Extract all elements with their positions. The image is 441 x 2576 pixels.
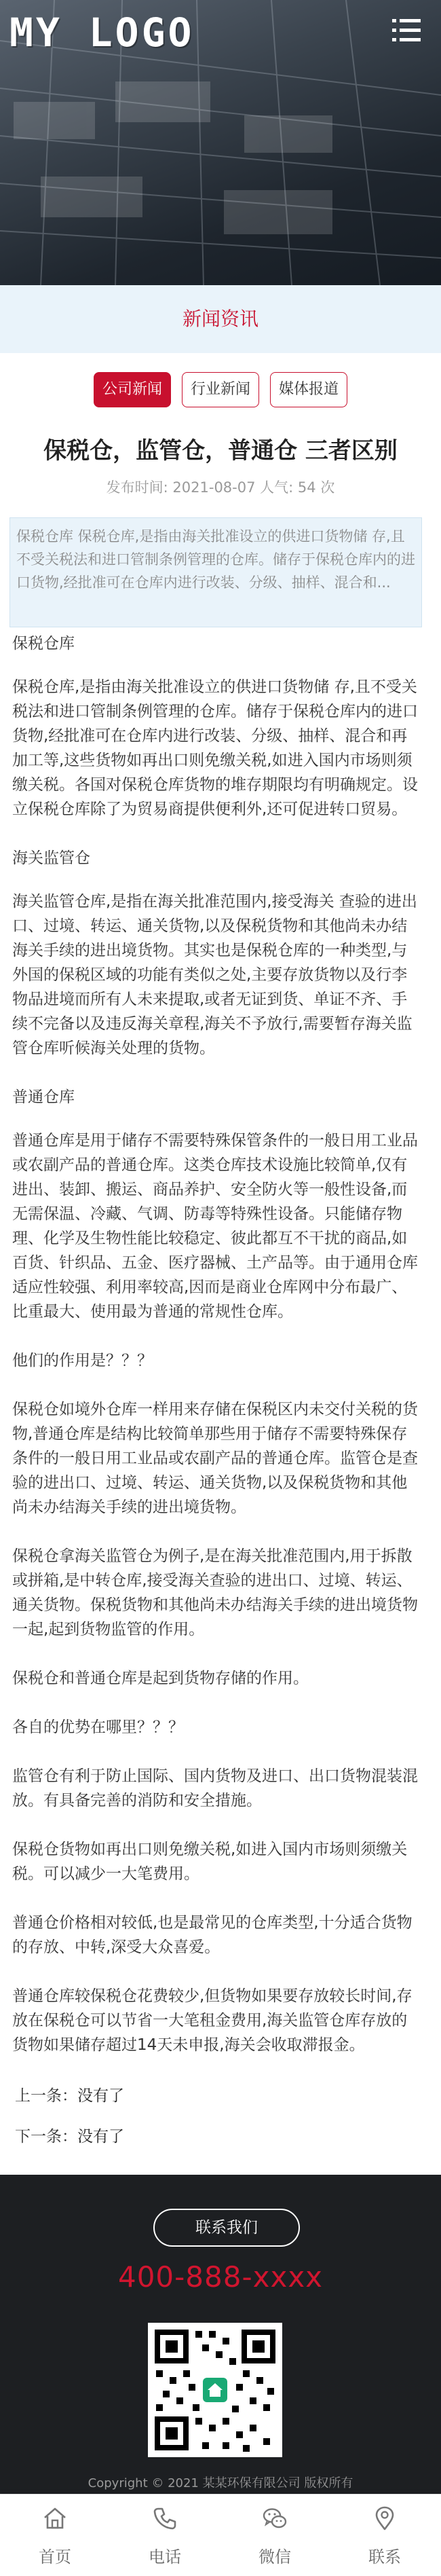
nav-contact-label: 联系	[368, 2547, 401, 2566]
paragraph: 海关监管仓	[12, 849, 90, 867]
nav-home[interactable]	[0, 2495, 110, 2576]
nav-phone-label: 电话	[149, 2547, 181, 2566]
next-link[interactable]: 没有了	[77, 2128, 124, 2146]
publish-time-label: 发布时间:	[106, 479, 168, 496]
tab-company-news[interactable]: 公司新闻	[94, 372, 171, 407]
tab-media-reports[interactable]: 媒体报道	[270, 372, 347, 407]
tab-industry-news[interactable]: 行业新闻	[182, 372, 259, 407]
section-title: 新闻资讯	[0, 285, 441, 353]
nav-wechat-label: 微信	[258, 2547, 291, 2566]
paragraph: 海关监管仓库,是指在海关批准范围内,接受海关 查验的进出口、过境、转运、通关货物,以及保税货物和其他尚未办结海关手续的进出境货物。其实也是保税仓库的一种类型,与外国的保税区域的功能有类似之处,主要存放货物以及行李物品进境而所有人未来提取,或者无证到货、单证不齐、手续不完备以及违反海关章程,海关不予放行,需要暂存海关监管仓库听候海关处理的货物。	[12, 893, 417, 1057]
location-icon	[372, 2505, 398, 2531]
paragraph: 保税仓和普通仓库是起到货物存储的作用。	[12, 1670, 309, 1687]
paragraph: 保税仓如境外仓库一样用来存储在保税区内未交付关税的货物,普通仓库是结构比较简单那些用于储存不需要特殊保存条件的一般日用工业品或农副产品的普通仓库。监管仓是查验的进出口、过境、转运、通关货物,以及保税货物和其他尚未办结海关手续的进出境货物。	[12, 1401, 418, 1516]
article-meta	[0, 477, 441, 497]
nav-phone[interactable]	[110, 2495, 220, 2576]
bottom-nav	[0, 2494, 441, 2576]
paragraph: 保税仓拿海关监管仓为例子,是在海关批准范围内,用于拆散或拼箱,是中转仓库,接受海关查验的进出口、过境、转运、通关货物。保税货物和其他尚未办结海关手续的进出境货物一起,起到货物监管的作用。	[12, 1547, 418, 1638]
wechat-icon	[262, 2505, 288, 2531]
next-article	[15, 2124, 422, 2146]
menu-icon[interactable]	[392, 19, 421, 43]
home-icon	[42, 2505, 68, 2531]
nav-wechat[interactable]	[220, 2495, 330, 2576]
views-label: 人气:	[260, 479, 294, 496]
paragraph: 普通仓库是用于储存不需要特殊保管条件的一般日用工业品或农副产品的普通仓库。这类仓库技术设施比较简单,仅有进出、装卸、搬运、商品养护、安全防火等一般性设备,而无需保温、冷藏、气调、防毒等特殊性设备。只能储存物理、化学及生物性能比较稳定、彼此都互不干扰的商品,如百货、针织品、五金、医疗器械、土产品等。由于通用仓库适应性较强、利用率较高,因而是商业仓库网中分布最广、比重最大、使用最为普通的常规性仓库。	[12, 1132, 418, 1321]
paragraph: 各自的优势在哪里？？？	[12, 1718, 184, 1736]
article-title: 保税仓，监管仓，普通仓 三者区别	[43, 437, 398, 464]
category-tabs	[0, 372, 441, 410]
article-body	[12, 631, 418, 2082]
paragraph: 保税仓货物如再出口则免缴关税,如进入国内市场则须缴关税。可以减少一大笔费用。	[12, 1841, 408, 1883]
nav-contact[interactable]	[330, 2495, 440, 2576]
prev-label: 上一条：	[15, 2087, 77, 2105]
header-banner	[0, 0, 441, 285]
next-label: 下一条：	[15, 2128, 77, 2146]
paragraph: 保税仓库,是指由海关批准设立的供进口货物储 存,且不受关税法和进口管制条例管理的仓库。储存于保税仓库内的进口货物,经批准可在仓库内进行改装、分级、抽样、混合和再加工等,这些货物如再出口则免缴关税,如进入国内市场则须缴关税。各国对保税仓库货物的堆存期限均有明确规定。设立保税仓库除了为贸易商提供便利外,还可促进转口贸易。	[12, 678, 418, 818]
views-count: 54	[297, 479, 316, 496]
views-unit: 次	[320, 479, 335, 496]
prev-link[interactable]: 没有了	[77, 2087, 124, 2105]
copyright: Copyright © 2021 某某环保有限公司 版权所有	[88, 2476, 353, 2490]
qr-code	[148, 2323, 282, 2457]
article-summary: 保税仓库 保税仓库,是指由海关批准设立的供进口货物储 存,且不受关税法和进口管制条例管理的仓库。储存于保税仓库内的进口货物,经批准可在仓库内进行改装、分级、抽样、混合和...	[9, 517, 422, 627]
paragraph: 普通仓库较保税仓花费较少,但货物如果要存放较长时间,存放在保税仓可以节省一大笔租金费用,海关监管仓库存放的货物如果储存超过14天未申报,海关会收取滞报金。	[12, 1987, 413, 2054]
prev-article	[15, 2083, 422, 2105]
nav-home-label: 首页	[39, 2547, 71, 2566]
site-logo[interactable]: MY LOGO	[9, 10, 195, 56]
phone-number[interactable]: 400-888-xxxx	[117, 2260, 324, 2294]
paragraph: 监管仓有利于防止国际、国内货物及进口、出口货物混装混放。有具备完善的消防和安全措施。	[12, 1767, 418, 1809]
paragraph: 普通仓库	[12, 1088, 75, 1106]
phone-icon	[152, 2505, 178, 2531]
paragraph: 他们的作用是？？？	[12, 1352, 153, 1369]
contact-us-button[interactable]: 联系我们	[153, 2209, 300, 2247]
paragraph: 普通仓价格相对较低,也是最常见的仓库类型,十分适合货物的存放、中转,深受大众喜爱。	[12, 1914, 413, 1956]
publish-date: 2021-08-07	[172, 479, 256, 496]
paragraph: 保税仓库	[12, 635, 75, 652]
